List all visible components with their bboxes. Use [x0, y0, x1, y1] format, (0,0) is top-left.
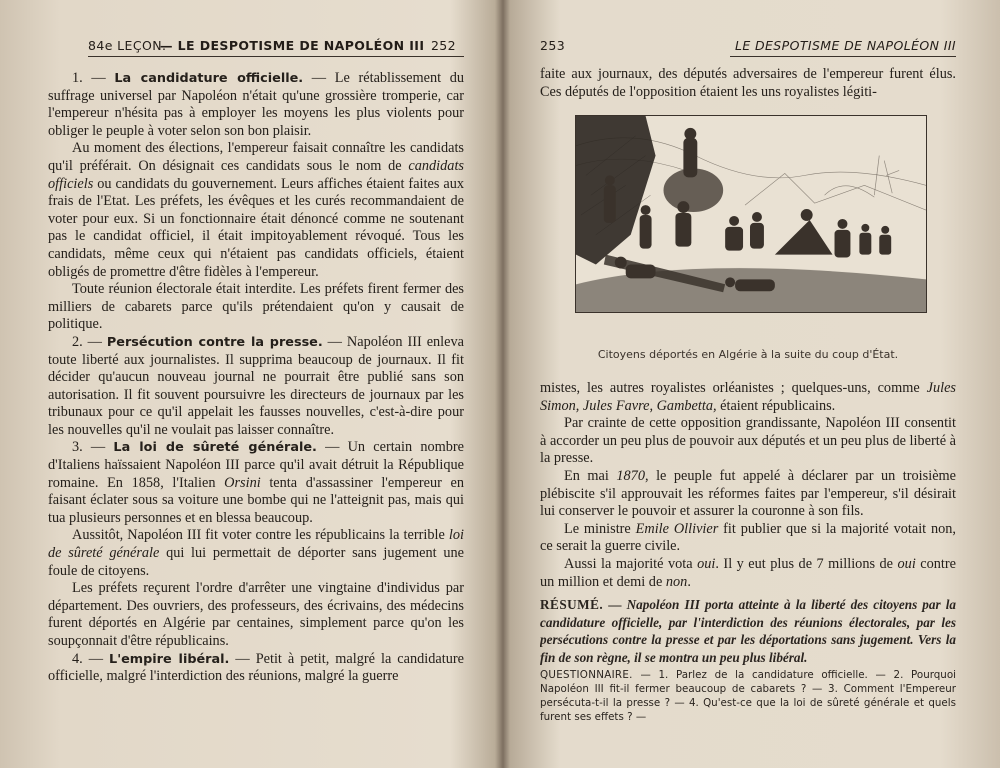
- right-page-number: 253: [540, 38, 566, 53]
- text: Aussi la majorité vota: [564, 555, 698, 572]
- italic-name: Orsini: [224, 474, 261, 491]
- resume-summary: [540, 596, 956, 666]
- right-top-text: [540, 66, 956, 101]
- illustration-caption: Citoyens déportés en Algérie à la suite du coup d'État.: [597, 348, 899, 361]
- text: fit publier que si la majorité votait non, ce serait la guerre civile.: [540, 520, 956, 555]
- section-text: — Petit à petit, malgré la candidature officielle, malgré l'interdiction des réunions, malgré la guerre: [48, 650, 464, 685]
- questionnaire: [540, 668, 956, 724]
- left-page: [40, 0, 464, 768]
- text: Aussitôt, Napoléon III fit voter contre les républicains la terrible: [72, 527, 449, 544]
- italic-names: Jules Simon, Jules Favre, Gambetta,: [540, 380, 956, 414]
- right-header-title: LE DESPOTISME DE NAPOLÉON III: [734, 38, 956, 53]
- text: Le ministre: [564, 520, 636, 537]
- text: étaient républicains.: [716, 397, 836, 414]
- header-rule: [730, 56, 956, 57]
- paragraph: [540, 468, 956, 521]
- paragraph: faite aux journaux, des députés adversaires de l'empereur furent élus. Ces députés de l'opposition étaient les uns royalistes légiti-: [540, 66, 956, 100]
- section-title: L'empire libéral.: [109, 651, 230, 667]
- italic-term: loi de sûreté générale: [48, 527, 464, 562]
- paragraph: Les préfets reçurent l'ordre d'arrêter une vingtaine d'individus par département. Des ouvriers, des professeurs, des écrivains, des médecins furent déportés en Algérie par centaines, simplement parce qu'on les soupçonnait d'être républicains.: [48, 580, 464, 649]
- right-page: [540, 0, 956, 768]
- section-1: [48, 70, 464, 140]
- section-text: — Napoléon III enleva toute liberté aux journalistes. Il supprima beaucoup de journaux. Il fit décider qu'aucun nouveau journal ne pourrait être publié sans son autorisation. Il fit souvent poursuivre les directeurs de journaux par les tribunaux pour ce qu'il appelait les fausses nouvelles, c'est-à-dire pour les nouvelles qu'il ne voulait pas laisser connaître.: [48, 333, 464, 438]
- italic-word: oui: [697, 555, 716, 572]
- left-page-number: 252: [430, 38, 456, 53]
- section-text: — Un certain nombre d'Italiens haïssaient Napoléon III parce qu'il avait détruit la République romaine. En 1858, l'Italien: [48, 439, 464, 491]
- text: . Il y eut plus de 7 millions de: [715, 555, 898, 572]
- paragraph: [48, 527, 464, 580]
- section-2: [48, 334, 464, 440]
- section-number: 1. —: [72, 70, 106, 86]
- text: Au moment des élections, l'empereur faisait connaître les candidats qu'il préférait. On désignait ces candidats sous le nom de: [48, 140, 464, 174]
- italic-name: Emile Ollivier: [635, 520, 719, 537]
- section-number: 3. —: [72, 439, 106, 456]
- text: contre un million et demi de: [540, 555, 956, 590]
- paragraph: Par crainte de cette opposition grandissante, Napoléon III consentit à accorder un peu plus de pouvoir aux députés et un peu plus de liberté à la presse.: [540, 415, 956, 467]
- text: , le peuple fut appelé à déclarer par un troisième plébiscite s'il approuvait les réformes faites par l'empereur, s'il désirait lui conserver le pouvoir et assurer la couronne à son fils.: [540, 467, 956, 520]
- text: En mai: [564, 467, 617, 484]
- section-number: 2. —: [72, 333, 102, 350]
- right-body: [540, 380, 956, 591]
- section-number: 4. —: [72, 650, 104, 667]
- questionnaire-text: — 1. Parlez de la candidature officielle. — 2. Pourquoi Napoléon III fit-il fermer beaucoup de cabarets ? — 3. Comment l'Empereur persécuta-t-il la presse ? — 4. Qu'est-ce que la loi de sûreté générale et quels furent ses effets ? —: [540, 669, 956, 723]
- italic-term: candidats officiels: [48, 157, 464, 192]
- engraving-illustration: [575, 115, 927, 313]
- questionnaire-label: QUESTIONNAIRE.: [540, 669, 633, 681]
- resume-text: — Napoléon III porta atteinte à la liberté des citoyens par la candidature officielle, par l'interdiction des réunions électorales, par les persécutions contre la presse et par les déportations sans jugement. Vers la fin de son règne, il se montra un peu plus libéral.: [540, 597, 956, 665]
- deportees-engraving: [576, 116, 926, 312]
- text: ou candidats du gouvernement. Leurs affiches étaient faites aux frais de l'Etat. Les préfets, les évêques et les curés recommandaient de voter pour eux. Si un fonctionnaire était dénoncé comme ne soutenant pas le candidat officiel, il était impitoyablement révoqué. Tous les candidats, même ceux qui n'étaient pas candidats officiels, étaient obligés de promettre d'être fidèles à l'empereur.: [48, 175, 464, 280]
- section-text: tenta d'assassiner l'empereur en faisant éclater sous sa voiture une bombe qui ne l'atteignit pas, mais qui tua plusieurs personnes et en blessa beaucoup.: [48, 474, 464, 526]
- paragraph: Toute réunion électorale était interdite. Les préfets firent fermer des milliers de cabarets parce qu'ils prétendaient qu'on y causait de politique.: [48, 281, 464, 333]
- section-title: La loi de sûreté générale.: [113, 440, 317, 456]
- resume-label: RÉSUMÉ.: [540, 597, 604, 612]
- italic-word: non: [665, 573, 688, 590]
- section-title: Persécution contre la presse.: [106, 334, 323, 350]
- italic-year: 1870: [616, 467, 645, 484]
- paragraph: [540, 556, 956, 591]
- paragraph: [48, 140, 464, 281]
- paragraph: [540, 380, 956, 415]
- section-text: — Le rétablissement du suffrage universel par Napoléon n'était qu'une grossière tromperie, car l'empereur n'hésita pas à employer les moyens les plus violents pour obliger le peuple à voter selon son bon plaisir.: [48, 70, 464, 139]
- left-body: [48, 70, 464, 686]
- section-3: [48, 439, 464, 527]
- paragraph: [540, 521, 956, 556]
- italic-word: oui: [897, 555, 916, 572]
- text: mistes, les autres royalistes orléanistes ; quelques-uns, comme: [540, 380, 927, 396]
- text: qui lui permettait de déporter sans jugement une foule de citoyens.: [48, 545, 464, 579]
- section-4: [48, 651, 464, 686]
- lesson-number: 84e LEÇON.: [88, 38, 167, 53]
- header-rule: [88, 56, 464, 57]
- text: .: [687, 573, 691, 590]
- left-header-title: — LE DESPOTISME DE NAPOLÉON III: [160, 38, 425, 53]
- section-title: La candidature officielle.: [114, 71, 304, 86]
